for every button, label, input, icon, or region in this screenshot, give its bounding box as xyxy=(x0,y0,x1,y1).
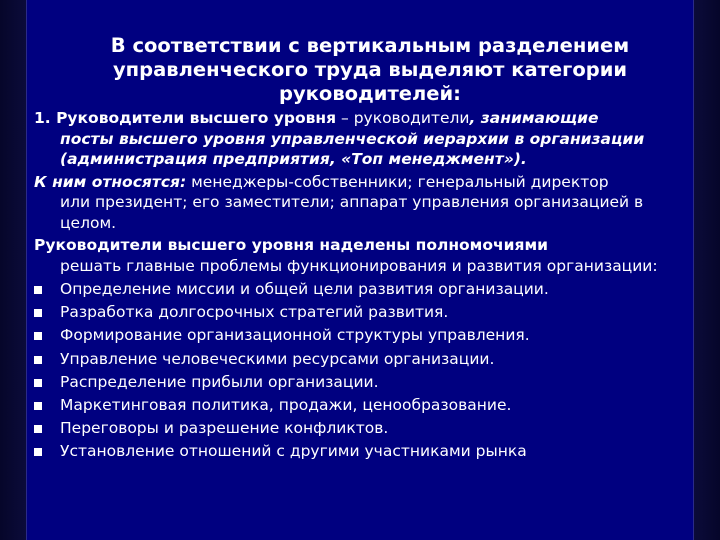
list-item xyxy=(34,278,690,301)
bullet-square-icon xyxy=(34,332,42,340)
list-item-text: Маркетинговая политика, продажи, ценообразование. xyxy=(60,396,512,415)
left-border xyxy=(0,0,26,540)
list-item-text: Установление отношений с другими участниками рынка xyxy=(60,442,527,461)
powers-rest: решать главные проблемы функционирования и развития организации: xyxy=(60,256,658,275)
list-item xyxy=(34,301,690,324)
bullet-square-icon xyxy=(34,309,42,317)
list-item-text: Распределение прибыли организации. xyxy=(60,372,379,391)
list-item xyxy=(34,417,690,440)
top-managers-def-rest: посты высшего уровня управленческой иерархии в организации (администрация предприятия, «Топ менеджмент»). xyxy=(60,129,645,168)
list-item-text: Формирование организационной структуры управления. xyxy=(60,326,530,345)
list-item xyxy=(34,324,690,347)
list-item xyxy=(34,371,690,394)
paragraph-powers xyxy=(34,235,690,276)
slide-body xyxy=(34,108,690,464)
left-frame-line xyxy=(26,0,27,540)
bullet-square-icon xyxy=(34,356,42,364)
list-item-text: Определение миссии и общей цели развития организации. xyxy=(60,280,549,298)
bullet-square-icon xyxy=(34,379,42,387)
slide-title xyxy=(30,34,690,106)
right-border xyxy=(694,0,720,540)
includes-list-rest: или президент; его заместители; аппарат управления организацией в целом. xyxy=(60,193,644,232)
bullet-square-icon xyxy=(34,448,42,456)
paragraph-includes xyxy=(34,172,690,234)
list-item-text: Разработка долгосрочных стратегий развития. xyxy=(60,303,449,322)
top-managers-def-start: , занимающие xyxy=(469,109,599,127)
includes-label: К ним относятся: xyxy=(34,172,187,191)
list-item-text: Управление человеческими ресурсами организации. xyxy=(60,349,495,368)
bullet-square-icon xyxy=(34,425,42,433)
bullet-square-icon xyxy=(34,402,42,410)
bullet-square-icon xyxy=(34,286,42,294)
title-line-2: управленческого труда выделяют категории xyxy=(112,58,628,81)
responsibilities-list xyxy=(34,278,690,464)
list-item xyxy=(34,440,690,463)
powers-heading: Руководители высшего уровня наделены полномочиями xyxy=(34,236,548,254)
title-line-3: руководителей: xyxy=(279,82,461,105)
paragraph-top-managers xyxy=(34,108,690,170)
top-managers-heading: 1. Руководители высшего уровня xyxy=(34,109,337,127)
includes-list-start: менеджеры-собственники; генеральный директор xyxy=(186,172,609,191)
list-item xyxy=(34,394,690,417)
list-item xyxy=(34,348,690,371)
list-item-text: Переговоры и разрешение конфликтов. xyxy=(60,419,389,438)
title-line-1: В соответствии с вертикальным разделением xyxy=(110,34,630,57)
right-frame-line xyxy=(693,0,694,540)
slide xyxy=(30,0,690,540)
top-managers-dash: – руководители xyxy=(336,109,470,127)
